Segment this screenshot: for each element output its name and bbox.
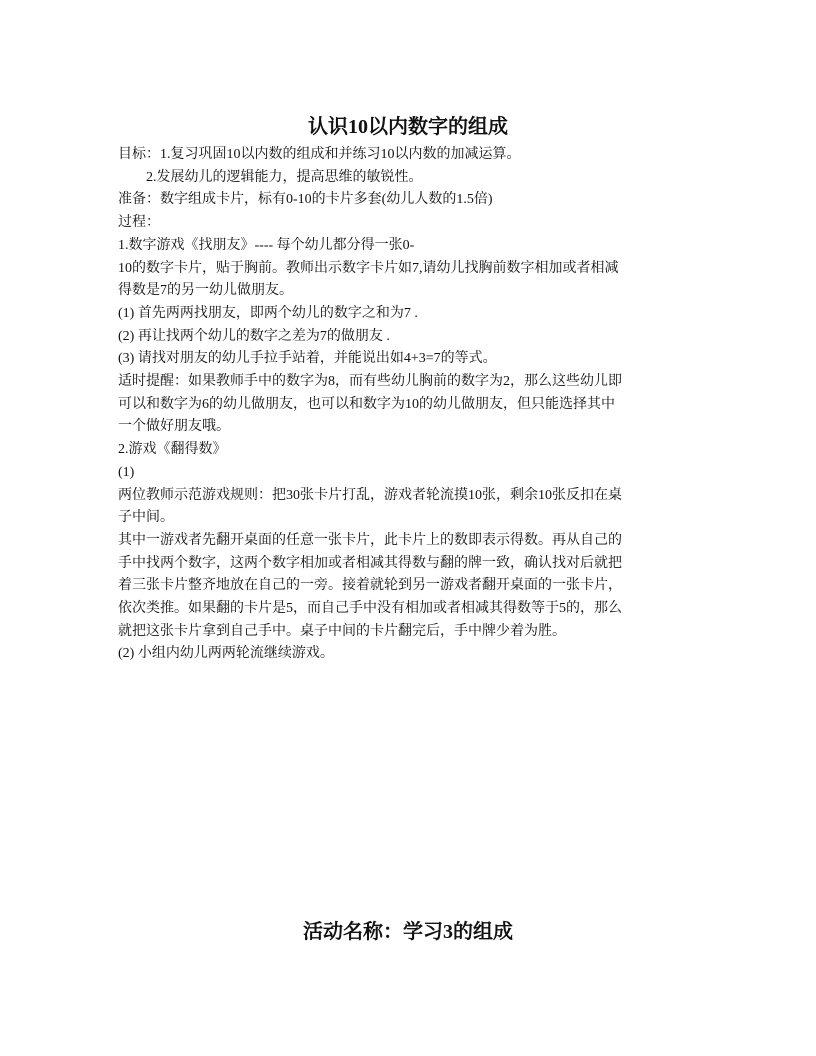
reminder-line-2: 可以和数字为6的幼儿做朋友，也可以和数字为10的幼儿做朋友，但只能选择其中 <box>118 396 615 412</box>
game-1-step-2: (2) 再让找两个幼儿的数字之差为7的做朋友 . <box>118 328 390 344</box>
game-2-rule-line-6: 依次类推。如果翻的卡片是5，而自己手中没有相加或者相减其得数等于5的，那么 <box>118 601 622 617</box>
game-2-heading: 2.游戏《翻得数》 <box>118 442 227 458</box>
game-1-step-3: (3) 请找对朋友的幼儿手拉手站着，并能说出如4+3=7的等式。 <box>118 351 497 367</box>
page-title: 认识10以内数字的组成 <box>308 116 508 138</box>
game-2-rule-line-2: 子中间。 <box>118 510 174 526</box>
goal-line-2: 2.发展幼儿的逻辑能力，提高思维的敏锐性。 <box>146 169 423 185</box>
next-activity-title: 活动名称：学习3的组成 <box>303 921 513 943</box>
game-1-heading-line: 1.数字游戏《找朋友》---- 每个幼儿都分得一张0- <box>118 237 415 253</box>
game-1-description-line-1: 10的数字卡片，贴于胸前。教师出示数字卡片如7,请幼儿找胸前数字相加或者相减 <box>118 260 619 276</box>
process-heading: 过程： <box>118 215 160 231</box>
reminder-line-3: 一个做好朋友哦。 <box>118 419 230 435</box>
lesson-content <box>118 144 704 666</box>
game-1-description-line-2: 得数是7的另一幼儿做朋友。 <box>118 283 293 299</box>
game-2-rule-line-7: 就把这张卡片拿到自己手中。桌子中间的卡片翻完后，手中牌少着为胜。 <box>118 623 566 639</box>
game-2-rule-line-3: 其中一游戏者先翻开桌面的任意一张卡片，此卡片上的数即表示得数。再从自己的 <box>118 532 622 548</box>
game-2-rule-line-5: 着三张卡片整齐地放在自己的一旁。接着就轮到另一游戏者翻开桌面的一张卡片， <box>118 578 622 594</box>
preparation-line: 准备：数字组成卡片，标有0-10的卡片多套(幼儿人数的1.5倍) <box>118 192 493 208</box>
goal-line-1: 目标：1.复习巩固10以内数的组成和并练习10以内数的加减运算。 <box>118 147 521 162</box>
reminder-line-1: 适时提醒：如果教师手中的数字为8，而有些幼儿胸前的数字为2，那么这些幼儿即 <box>118 374 622 390</box>
game-2-step-2: (2) 小组内幼儿两两轮流继续游戏。 <box>118 646 334 662</box>
game-2-rule-line-1: 两位教师示范游戏规则：把30张卡片打乱，游戏者轮流摸10张，剩余10张反扣在桌 <box>118 487 622 503</box>
game-2-step-1-label: (1) <box>118 464 135 480</box>
game-1-step-1: (1) 首先两两找朋友，即两个幼儿的数字之和为7 . <box>118 305 418 321</box>
game-2-rule-line-4: 手中找两个数字，这两个数字相加或者相减其得数与翻的牌一致，确认找对后就把 <box>118 555 622 571</box>
